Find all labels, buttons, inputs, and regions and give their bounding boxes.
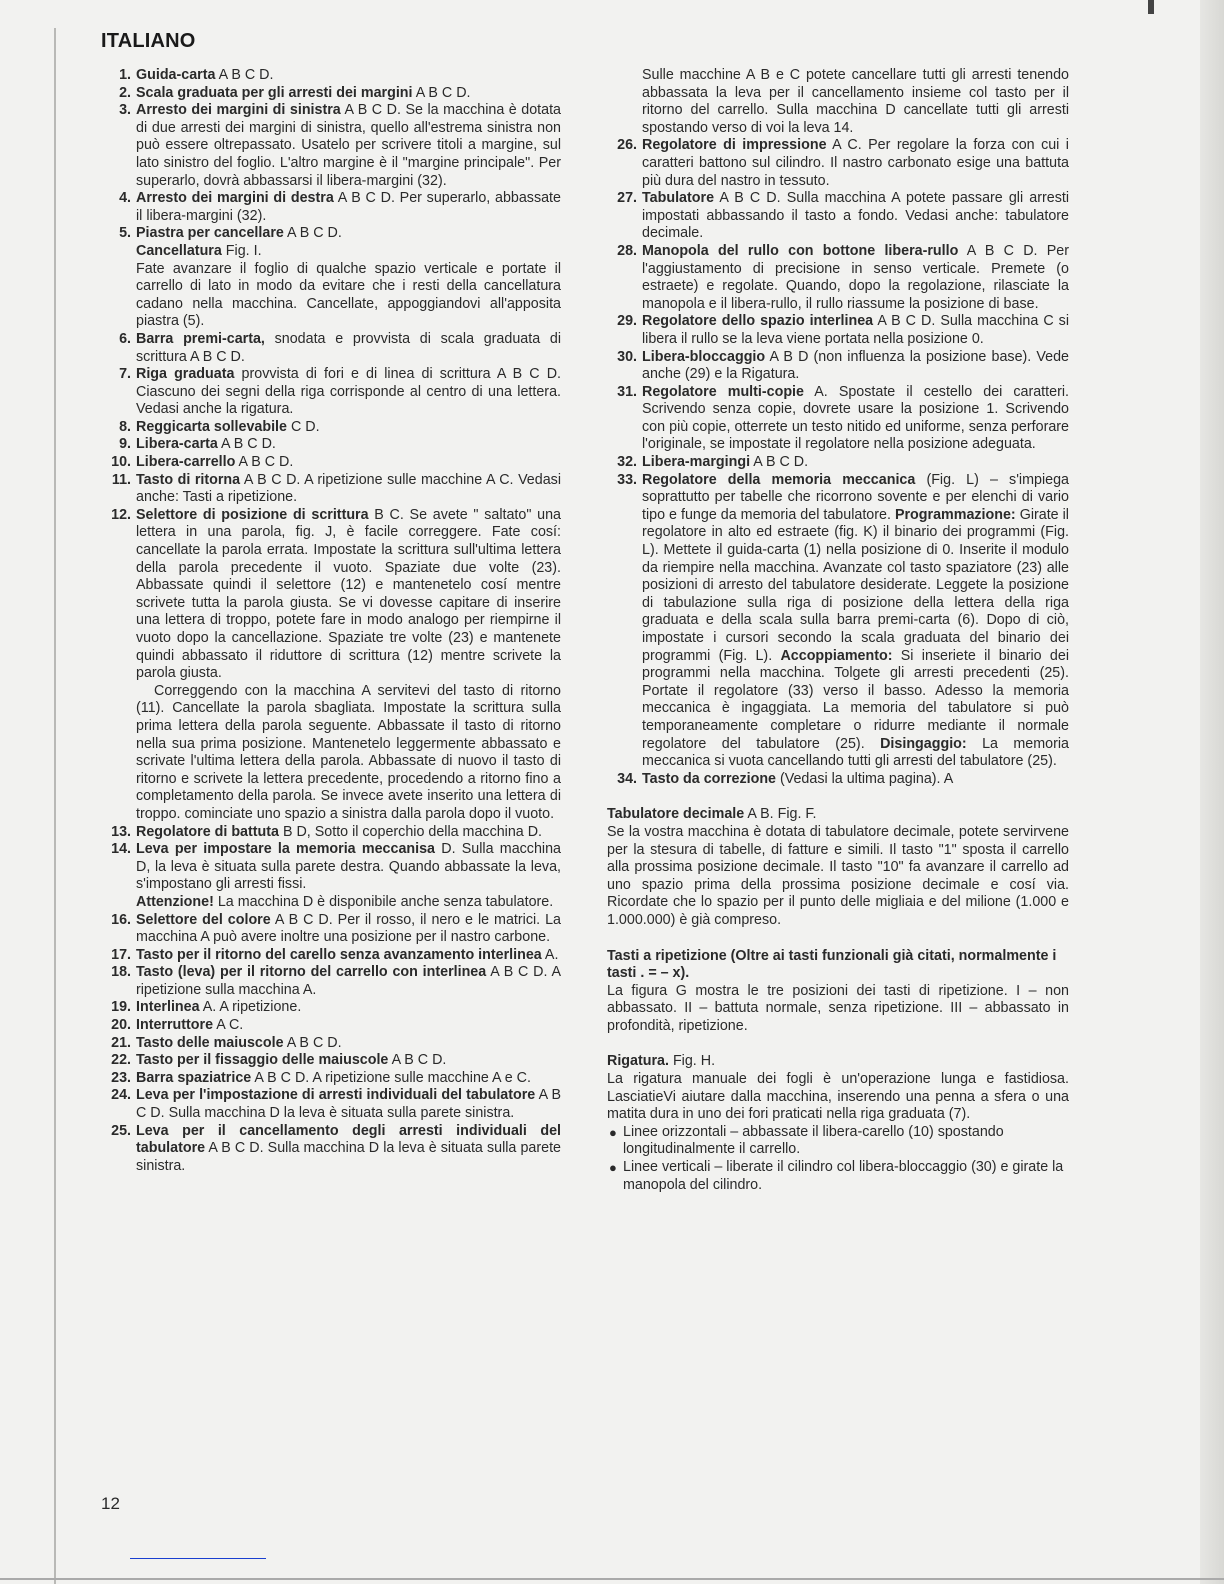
list-item: 34. Tasto da correzione (Vedasi la ultima pagina). A [617, 770, 954, 787]
page-number: 12 [101, 1494, 120, 1513]
page-edge-shadow [1200, 0, 1224, 1584]
list-item: 9. Libera-carta A B C D. [119, 436, 276, 453]
list-item: 6. Barra premi-carta, snodata e provvista di scala graduata di scrittura A B C D. [119, 330, 562, 365]
list-item: 1. Guida-carta A B C D. [119, 67, 274, 83]
list-item: 23. Barra spaziatrice A B C D. A ripetizione sulle macchine A e C. [111, 1069, 531, 1086]
list-item: 26. Regolatore di impressione A C. Per regolare la forza con cui i caratteri battono sul cilindro. Il nastro carbonato esige una battuta più dura del nastro in tessuto. [617, 137, 1069, 189]
ruling-heading: Rigatura. Fig. H. [607, 1053, 716, 1070]
list-item: 16. Selettore del colore A B C D. Per il rosso, il nero e le matrici. La macchina A può avere inoltre una posizione per il nastro carbone. [111, 911, 561, 946]
list-item: 4. Arresto dei margini di destra A B C D. Per superarlo, abbassate il libera-margini (32). [119, 190, 561, 224]
ruling-bullets [607, 1124, 1069, 1194]
list-item: 12. Selettore di posizione di scrittura B C. Se avete " saltato" una lettera in una parola, fig. J, è facile correggere. Fate cosí: cancellate la parola errata. Impostate la scrittura sull'ultima lettera della parola precedente il vuoto. Spaziate due volte (23). Abbassate quindi il selettore (12) e mantenetelo cosí mentre scrivete tutta la parola giusta. Se vi dovesse capitare di inserire una lettera di troppo, potete fare in modo analogo per riempirne il vuoto dopo la cancellazione. Spaziate tre volte (23) e mantenete quindi abbassato il riduttore di scrittura (12) mentre scrivete la parola giusta. Correggendo con la macchina A servitevi del tasto di ritorno (11). Cancellate la parola sbagliata. Impostate la scrittura sulla prima lettera della parola seguente. Abbassate il tasto di ritorno nella sua prima posizione. Mantenetelo leggermente abbassato e scrivate l'ultima lettera della parola. Abbassate di nuovo il tasto di ritorno e scrivete la lettera precedente, procedendo a ritorno fino a completamento della parola. Se invece avete inserito una lettera di troppo. cominciate uno spazio a sinistra dalla parola dopo il vuoto. [111, 506, 561, 822]
list-item: 20. Interruttore A C. [111, 1017, 244, 1034]
list-item: 24. Leva per l'impostazione di arresti individuali del tabulatore A B C D. Sulla macchina D la leva è situata sulla parete sinistra. [111, 1087, 561, 1122]
list-item: 8. Reggicarta sollevabile C D. [119, 418, 320, 435]
decimal-tab-body: Se la vostra macchina è dotata di tabulatore decimale, potete servirvene per la stesura di tabelle, di fatture e simili. Il tasto "1" sposta il carrello alla prossima posizione decimale. Il tasto "10" fa avanzare il carrello ad uno spazio prima della prossima posizione decimale e cosí via. Ricordate che lo spazio per il punto delle migliaia e del milione (1.000 e 1.000.000) è già compreso. [607, 823, 1069, 928]
list-item: 22. Tasto per il fissaggio delle maiuscole A B C D. [111, 1052, 447, 1069]
bullet-icon: ● [609, 1160, 617, 1176]
decimal-tab-heading: Tabulatore decimale A B. Fig. F. [607, 806, 817, 823]
list-item: 13. Regolatore di battuta B D, Sotto il coperchio della macchina D. [111, 823, 543, 840]
list-item: 31. Regolatore multi-copie A. Spostate il cestello dei caratteri. Scrivendo senza copie, dovrete usare la posizione 1. Scrivendo con più copie, otterrete un testo nitido ed uniforme, senza perforare l'originale, se impostate il regolatore nella posizione adeguata. [617, 383, 1069, 453]
list-item: 32. Libera-margingi A B C D. [617, 454, 809, 471]
scan-edge-bottom [0, 1578, 1224, 1580]
list-item: 18. Tasto (leva) per il ritorno del carrello con interlinea A B C D. A ripetizione sulla macchina A. [111, 964, 561, 998]
left-item-list [101, 67, 561, 1175]
list-item: 7. Riga graduata provvista di fori e di linea di scrittura A B C D. Ciascuno dei segni della riga corrisponde al centro di una lettera. Vedasi anche la rigatura. [119, 366, 561, 418]
list-item: 3. Arresto dei margini di sinistra A B C D. Se la macchina è dotata di due arresti dei margini di sinistra, quello all'estrema sinistra non può essere oltrepassato. Usatelo per scrivere titoli a margine, sul lato sinistro del foglio. L'altro margine è il "margine principale". Per superarlo, dovrà abbassarsi il libera-margini (32). [119, 102, 562, 189]
list-item: 30. Libera-bloccaggio A B D (non influenza la posizione base). Vede anche (29) e la Rigatura. [617, 348, 1069, 383]
list-item: ● Linee verticali – liberate il cilindro col libera-bloccaggio (30) e girate la manopola del cilindro. [609, 1159, 1064, 1193]
list-item: 28. Manopola del rullo con bottone libera-rullo A B C D. Per l'aggiustamento di precisione in senso verticale. Premete (o estraete) e regolate. Quando, dopo la regolazione, rilasciate la manopola e il libera-rullo, il rullo riassume la posizione di base. [617, 242, 1069, 312]
bottom-rule [130, 1558, 266, 1559]
list-item: 11. Tasto di ritorna A B C D. A ripetizione sulle macchine A C. Vedasi anche: Tasti a ripetizione. [111, 471, 561, 506]
list-item: 21. Tasto delle maiuscole A B C D. [111, 1034, 342, 1051]
list-item: 14. Leva per impostare la memoria meccanisa D. Sulla macchina D, la leva è situata sulla parete destra. Quando abbassate la leva, s'impostano gli arresti fissi. Attenzione! La macchina D è disponibile anche senza tabulatore. [111, 841, 561, 910]
list-item: 17. Tasto per il ritorno del carello senza avanzamento interlinea A. [111, 946, 559, 963]
list-item: 2. Scala graduata per gli arresti dei margini A B C D. [119, 84, 471, 101]
list-item: 19. Interlinea A. A ripetizione. [111, 999, 302, 1016]
scan-mark-top [1148, 0, 1154, 14]
bullet-icon: ● [609, 1124, 617, 1140]
repeat-keys-body: La figura G mostra le tre posizioni dei tasti di ripetizione. I – non abbassato. II – battuta normale, senza ripetizione. III – abbassato in profondità, ripetizione. [607, 982, 1069, 1034]
repeat-keys-heading: Tasti a ripetizione (Oltre ai tasti funzionali già citati, normalmente i tasti . = – x). [607, 947, 1057, 982]
right-column [607, 67, 1069, 1194]
right-item-list [607, 137, 1069, 788]
list-item: 33. Regolatore della memoria meccanica (Fig. L) – s'impiega soprattutto per tabelle che ricorrono sovente e per elenchi di vario tipo e funge da memoria del tabulatore. Programmazione: Girate il regolatore in alto ed estraete (fig. K) il binario dei programmi (Fig. L). Mettete il guida-carta (1) nella posizione di 0. Inserite il modulo da riempire nella macchina. Avanzate col tasto spaziatore (23) alle posizioni di arresto del tabulatore desiderate. Leggete la posizione di tabulazione sulla riga di posizione della lettera della riga graduata e della scala sulla barra premi-carta (6). Dopo di ciò, impostate i cursori secondo la scala graduata del binario dei programmi (Fig. L). Accoppiamento: Si inseriete il binario dei programmi nella macchina. Tolgete gli arresti precedenti (25). Portate il regolatore (33) verso il basso. Adesso la memoria meccanica è ingaggiata. La memoria del tabulatore si può temporaneamente completare o ridurre mediante il normale regolatore del tabulatore (25). Disingaggio: La memoria meccanica si vuota cancellando tutti gli arresti del tabulatore (25). [617, 471, 1069, 770]
left-column [101, 67, 561, 1175]
ruling-body: La rigatura manuale dei fogli è un'operazione lunga e fastidiosa. LasciatieVi aiutare dalla macchina, inserendo una penna a sfera o una matita dura in uno dei fori praticati nella riga graduata (7). [607, 1071, 1069, 1123]
list-item: 29. Regolatore dello spazio interlinea A B C D. Sulla macchina C si libera il rullo se la leva viene portata nella posizione 0. [617, 313, 1069, 347]
page-title: ITALIANO [101, 30, 196, 52]
list-item: 10. Libera-carrello A B C D. [111, 454, 294, 471]
list-item: 25. Leva per il cancellamento degli arresti individuali del tabulatore A B C D. Sulla macchina D la leva è situata sulla parete sinistra. [111, 1122, 561, 1174]
list-item: 5. Piastra per cancellare A B C D. Cancellatura Fig. I. Fate avanzare il foglio di qualche spazio verticale e portate il carrello di lato in modo da evitare che i resti della cancellatura cadano nella macchina. Cancellate, appoggiandovi all'apposita piastra (5). [119, 225, 561, 330]
scan-edge-left [54, 28, 56, 1584]
list-item: ● Linee orizzontali – abbassate il libera-carello (10) spostando longitudinalmente il carrello. [609, 1123, 1004, 1158]
continuation-paragraph: Sulle macchine A B e C potete cancellare tutti gli arresti tenendo abbassata la leva per il cancellamento insieme col tasto per il ritorno del carrello. Sulla macchina D cancellate tutti gli arresti spostando verso di voi la leva 14. [642, 67, 1069, 136]
list-item: 27. Tabulatore A B C D. Sulla macchina A potete passare gli arresti impostati abbassando il tasto a fondo. Vedasi anche: tabulatore decimale. [617, 190, 1069, 242]
